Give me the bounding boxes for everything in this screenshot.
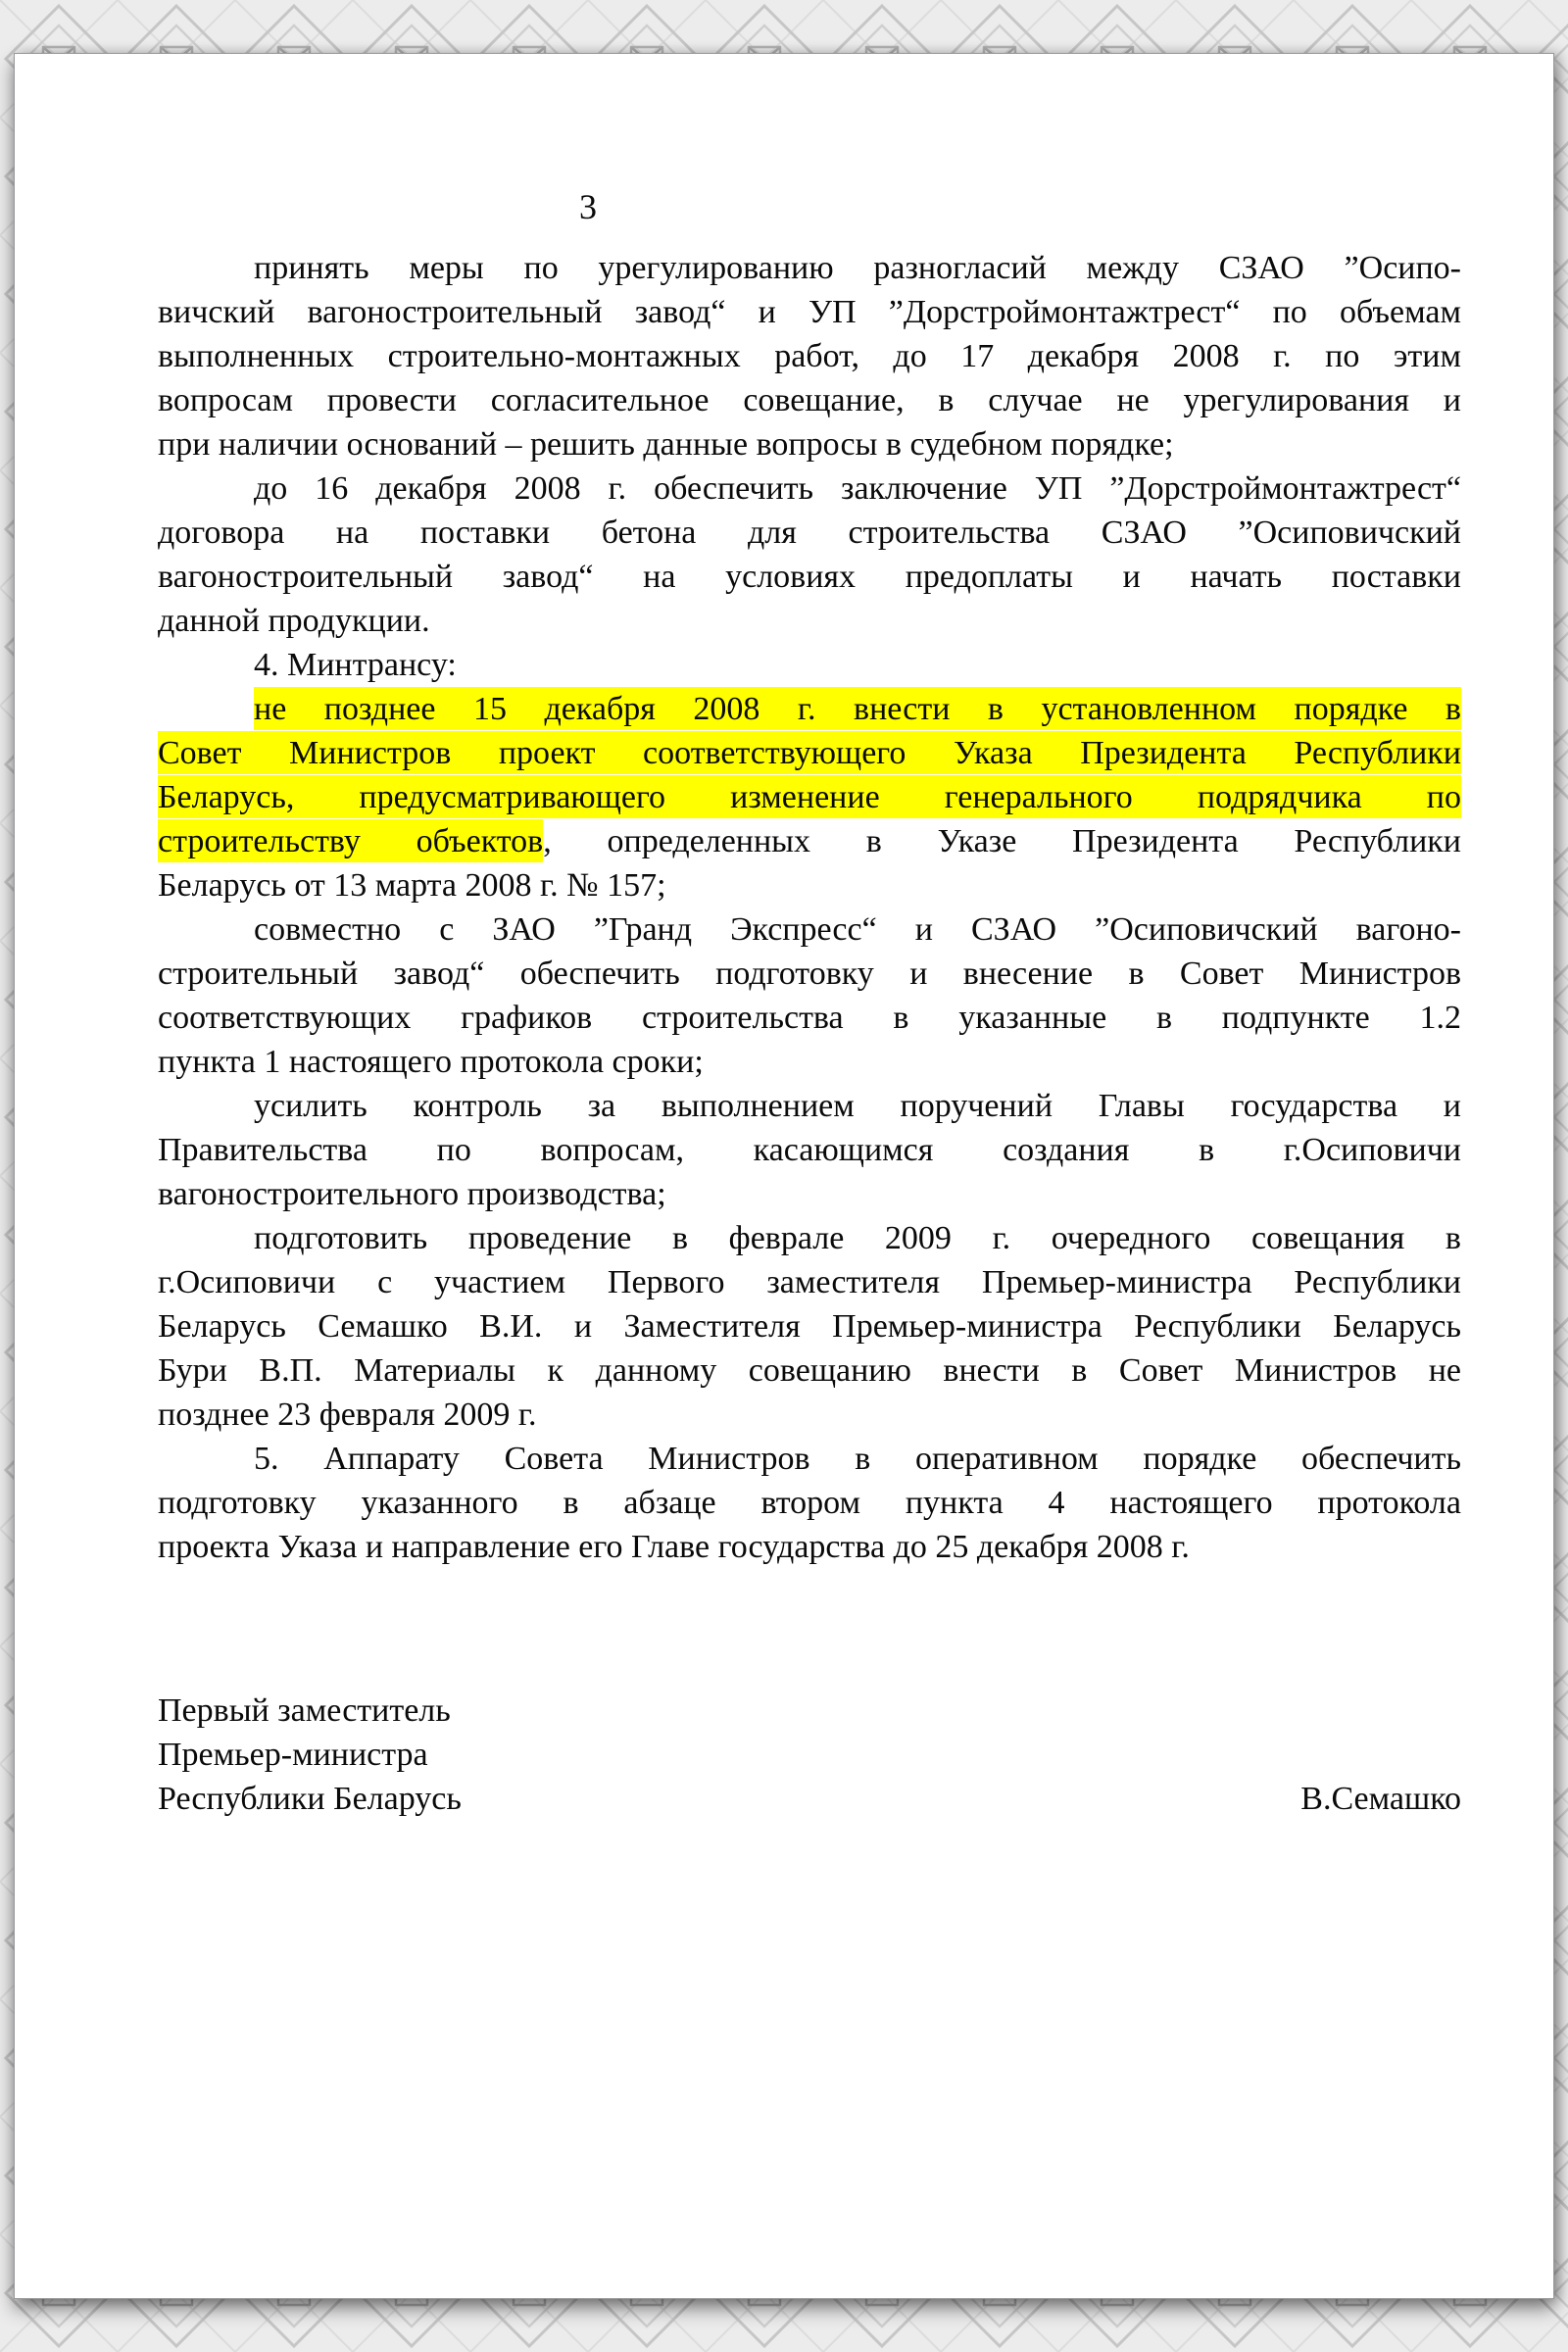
text-line: 4. Минтрансу: [254, 647, 457, 683]
document-body [158, 246, 1461, 1821]
text-line: вопросам провести согласительное совещание, в случае не урегулирования и [158, 382, 1461, 418]
signature-title-line-2: Премьер-министра [158, 1737, 428, 1773]
text-line: соответствующих графиков строительства в указанные в подпункте 1.2 [158, 1000, 1461, 1036]
signature-name: В.Семашко [1300, 1781, 1461, 1817]
text-line: 5. Аппарату Совета Министров в оперативном порядке обеспечить [254, 1441, 1461, 1477]
text-line: до 16 декабря 2008 г. обеспечить заключение УП ”Дорстроймонтажтрест“ [254, 470, 1461, 507]
text-line: Беларусь Семашко В.И. и Заместителя Премьер-министра Республики Беларусь [158, 1308, 1461, 1345]
text-line: вагоностроительного производства; [158, 1176, 666, 1212]
text-line: пункта 1 настоящего протокола сроки; [158, 1044, 704, 1080]
text-line: вичский вагоностроительный завод“ и УП ”Дорстроймонтажтрест“ по объемам [158, 294, 1461, 330]
signature-row [158, 1777, 1461, 1821]
text-line: проекта Указа и направление его Главе государства до 25 декабря 2008 г. [158, 1529, 1190, 1565]
signature-title-line-3: Республики Беларусь [158, 1781, 462, 1817]
text-line [158, 819, 1461, 863]
text-line: при наличии оснований – решить данные вопросы в судебном порядке; [158, 426, 1174, 463]
text-line: г.Осиповичи с участием Первого заместителя Премьер-министра Республики [158, 1264, 1461, 1300]
signature-block [158, 1689, 1461, 1821]
text-line: Правительства по вопросам, касающимся создания в г.Осиповичи [158, 1132, 1461, 1168]
text-line [158, 687, 1461, 731]
highlighted-text: не позднее 15 декабря 2008 г. внести в установленном порядке в [254, 687, 1461, 730]
text-line: Бури В.П. Материалы к данному совещанию внести в Совет Министров не [158, 1352, 1461, 1389]
text-line: принять меры по урегулированию разногласий между СЗАО ”Осипо- [254, 250, 1461, 286]
highlighted-text: Беларусь, предусматривающего изменение генерального подрядчика по [158, 775, 1461, 818]
page-number: 3 [579, 187, 597, 226]
text-line: Беларусь от 13 марта 2008 г. № 157; [158, 867, 666, 904]
text-line: усилить контроль за выполнением поручений Главы государства и [254, 1088, 1461, 1124]
document-page [14, 53, 1554, 2299]
text-line: совместно с ЗАО ”Гранд Экспресс“ и СЗАО ”Осиповичский вагоно- [254, 911, 1461, 948]
text-line: данной продукции. [158, 603, 430, 639]
text-segment: , определенных в Указе Президента Республики [543, 823, 1461, 859]
highlighted-text: строительству объектов [158, 819, 543, 862]
text-line [158, 731, 1461, 775]
text-line: подготовить проведение в феврале 2009 г. очередного совещания в [254, 1220, 1461, 1256]
text-line: строительный завод“ обеспечить подготовку и внесение в Совет Министров [158, 956, 1461, 992]
signature-title-line-1: Первый заместитель [158, 1692, 451, 1729]
text-line [158, 775, 1461, 819]
text-line: вагоностроительный завод“ на условиях предоплаты и начать поставки [158, 559, 1461, 595]
text-line: выполненных строительно-монтажных работ, до 17 декабря 2008 г. по этим [158, 338, 1461, 374]
highlighted-text: Совет Министров проект соответствующего Указа Президента Республики [158, 731, 1461, 774]
text-line: позднее 23 февраля 2009 г. [158, 1396, 537, 1433]
text-line: договора на поставки бетона для строительства СЗАО ”Осиповичский [158, 514, 1461, 551]
text-line: подготовку указанного в абзаце втором пункта 4 настоящего протокола [158, 1485, 1461, 1521]
